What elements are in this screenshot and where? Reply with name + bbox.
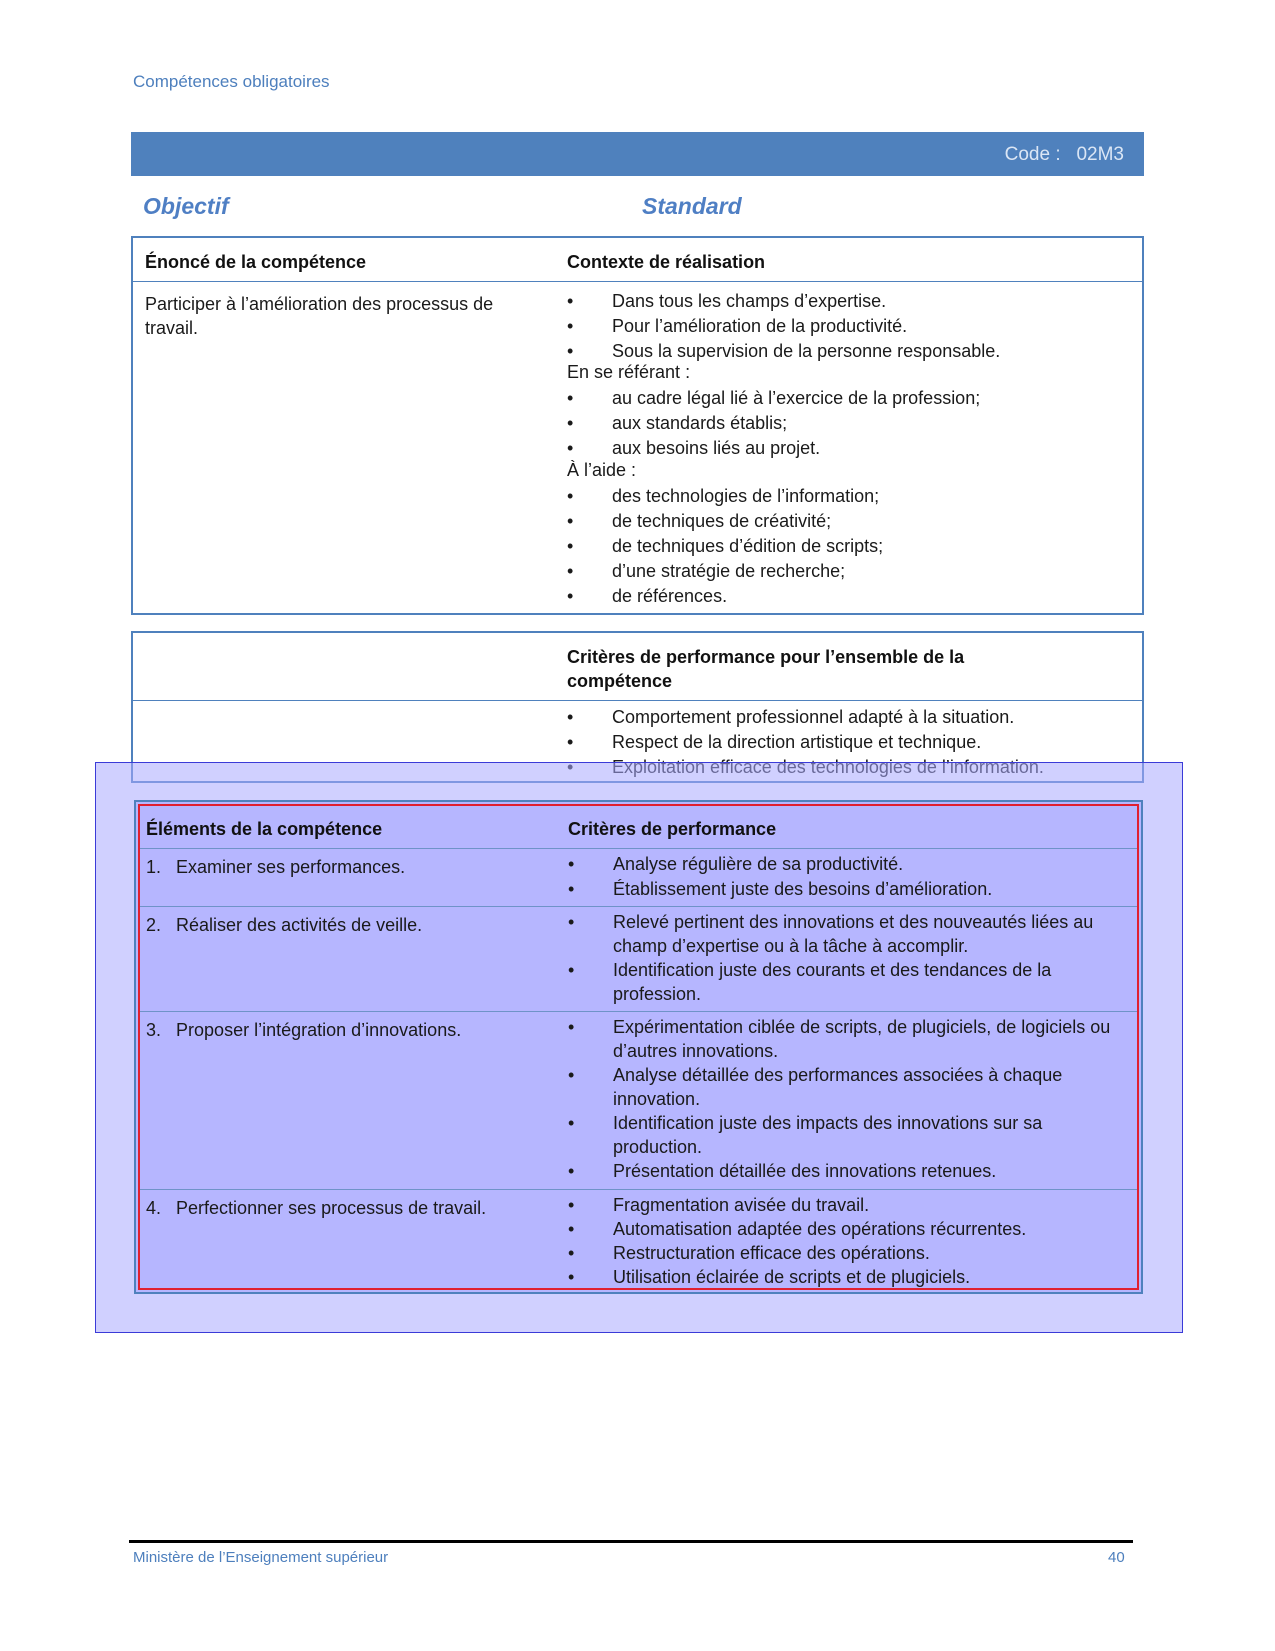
element-3-criteria <box>568 1015 1128 1183</box>
footer-ministry: Ministère de l’Enseignement supérieur <box>133 1549 389 1566</box>
bullet-icon: • <box>568 912 575 932</box>
page-number: 40 <box>1108 1549 1125 1566</box>
list-item: • Présentation détaillée des innovations retenues. <box>568 1161 997 1181</box>
list-item: • Respect de la direction artistique et technique. <box>567 730 1127 755</box>
bullet-icon: • <box>568 1267 575 1287</box>
code-text <box>1005 144 1124 166</box>
competence-statement: Participer à l’amélioration des processus de travail. <box>145 294 494 338</box>
element-4: 4. Perfectionner ses processus de travail. <box>146 1198 487 1218</box>
element-4-criteria <box>568 1193 1128 1289</box>
list-item: • Analyse détaillée des performances associées à chaque innovation. <box>568 1065 1063 1109</box>
list-item: • Utilisation éclairée de scripts et de plugiciels. <box>568 1267 971 1287</box>
element-2: 2. Réaliser des activités de veille. <box>146 915 423 935</box>
elements-header: Éléments de la compétence <box>146 819 383 839</box>
header-divider <box>133 281 1142 282</box>
standard-label: Standard <box>642 193 742 219</box>
list-item: • de références. <box>567 584 1127 609</box>
list-item: • Pour l’amélioration de la productivité. <box>567 314 1127 339</box>
global-criteria-header: Critères de performance pour l’ensemble de la compétence <box>567 647 965 691</box>
bullet-icon: • <box>567 586 574 606</box>
list-item: • Expérimentation ciblée de scripts, de plugiciels, de logiciels ou d’autres innovations. <box>568 1017 1111 1061</box>
bullet-icon: • <box>568 1219 575 1239</box>
bullet-icon: • <box>568 960 575 980</box>
context-list <box>567 289 1127 364</box>
context-header: Contexte de réalisation <box>567 252 766 272</box>
code-label: Code : <box>1004 144 1061 165</box>
row-divider <box>140 1011 1137 1012</box>
code-value: 02M3 <box>1076 144 1124 165</box>
list-item: • Fragmentation avisée du travail. <box>568 1195 870 1215</box>
list-item: • de techniques d’édition de scripts; <box>567 534 1127 559</box>
bullet-icon: • <box>567 438 574 458</box>
header-divider <box>140 848 1137 849</box>
element-3: 3. Proposer l’intégration d’innovations. <box>146 1020 462 1040</box>
bullet-icon: • <box>568 854 575 874</box>
list-item: • Comportement professionnel adapté à la situation. <box>567 705 1127 730</box>
list-item: • Identification juste des courants et des tendances de la profession. <box>568 960 1052 1004</box>
bullet-icon: • <box>568 1113 575 1133</box>
bullet-icon: • <box>567 707 574 727</box>
code-bar <box>131 132 1144 176</box>
bullet-icon: • <box>567 291 574 311</box>
referring-list <box>567 386 1127 461</box>
bullet-icon: • <box>567 413 574 433</box>
bullet-icon: • <box>567 316 574 336</box>
list-item: • Analyse régulière de sa productivité. <box>568 852 1128 877</box>
section-title: Compétences obligatoires <box>133 72 330 91</box>
list-item: • au cadre légal lié à l’exercice de la profession; <box>567 386 1127 411</box>
list-item: • aux besoins liés au projet. <box>567 436 1127 461</box>
bullet-icon: • <box>567 388 574 408</box>
list-item: • Sous la supervision de la personne responsable. <box>567 339 1127 364</box>
bullet-icon: • <box>567 732 574 752</box>
bullet-icon: • <box>567 561 574 581</box>
bullet-icon: • <box>567 341 574 361</box>
competence-table <box>131 236 1144 615</box>
bullet-icon: • <box>568 1017 575 1037</box>
element-1-criteria <box>568 852 1128 902</box>
bullet-icon: • <box>568 1065 575 1085</box>
list-item: • des technologies de l’information; <box>567 484 1127 509</box>
element-2-criteria <box>568 910 1128 1006</box>
bullet-icon: • <box>568 1161 575 1181</box>
list-item: • Automatisation adaptée des opérations récurrentes. <box>568 1219 1027 1239</box>
bullet-icon: • <box>568 879 575 899</box>
row-divider <box>140 1189 1137 1190</box>
bullet-icon: • <box>567 536 574 556</box>
list-item: • Restructuration efficace des opérations. <box>568 1243 930 1263</box>
objective-label: Objectif <box>143 193 229 219</box>
list-item: • Relevé pertinent des innovations et des nouveautés liées au champ d’expertise ou à la tâche à accomplir. <box>568 912 1094 956</box>
statement-header: Énoncé de la compétence <box>145 252 367 272</box>
bullet-icon: • <box>567 486 574 506</box>
footer-rule <box>129 1540 1133 1543</box>
elements-table-selection <box>138 804 1139 1290</box>
criteria-header: Critères de performance <box>568 819 777 839</box>
list-item: • Dans tous les champs d’expertise. <box>567 289 1127 314</box>
list-item: • de techniques de créativité; <box>567 509 1127 534</box>
referring-label: En se référant : <box>567 362 691 382</box>
help-label: À l’aide : <box>567 460 637 480</box>
header-divider <box>133 700 1142 701</box>
list-item: • Identification juste des impacts des innovations sur sa production. <box>568 1113 1043 1157</box>
row-divider <box>140 906 1137 907</box>
help-list <box>567 484 1127 609</box>
list-item: • d’une stratégie de recherche; <box>567 559 1127 584</box>
bullet-icon: • <box>568 1195 575 1215</box>
list-item: • Établissement juste des besoins d’amélioration. <box>568 877 1128 902</box>
global-criteria-table <box>131 631 1144 783</box>
list-item: • aux standards établis; <box>567 411 1127 436</box>
bullet-icon: • <box>568 1243 575 1263</box>
element-1: 1. Examiner ses performances. <box>146 857 406 877</box>
bullet-icon: • <box>567 511 574 531</box>
